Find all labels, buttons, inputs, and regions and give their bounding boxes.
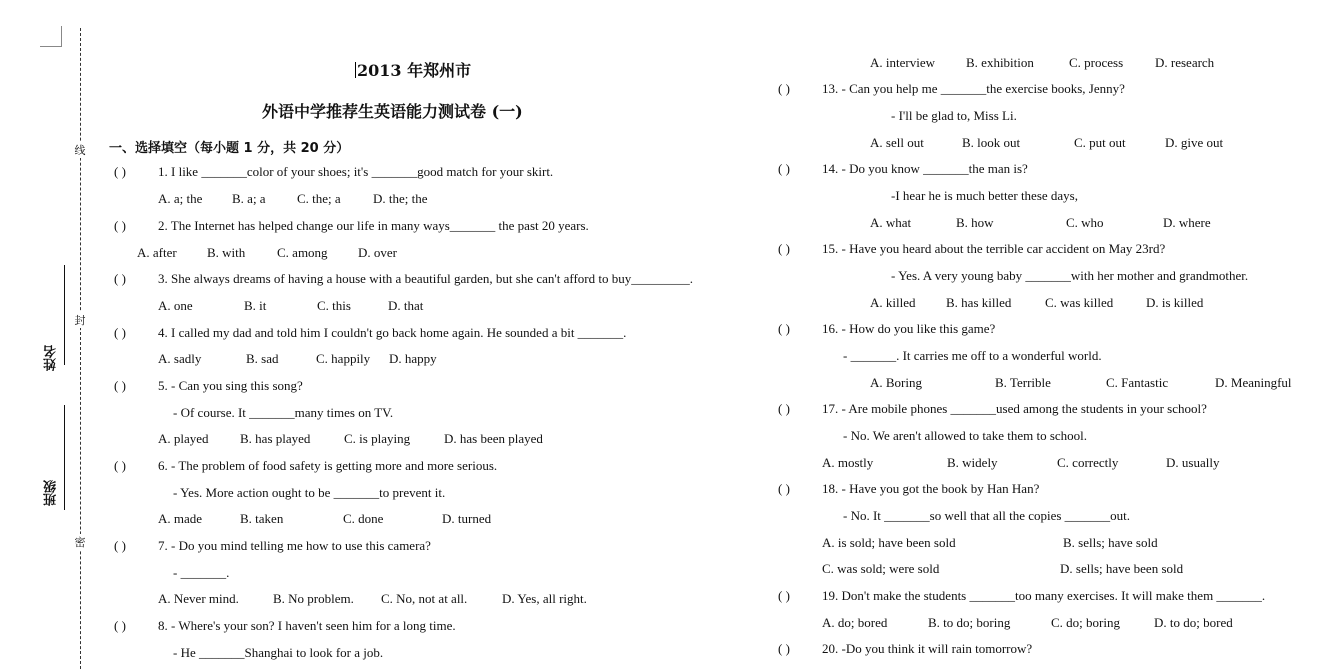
option-d: D. over	[358, 245, 397, 260]
option-c: C. the; a	[297, 191, 341, 206]
answer-blank[interactable]: ( )	[114, 271, 126, 286]
dialogue-line: - I'll be glad to, Miss Li.	[891, 108, 1017, 123]
question-stem: 3. She always dreams of having a house with a beautiful garden, but she can't afford to buy_________.	[158, 271, 693, 286]
text-cursor	[355, 62, 356, 78]
option-b: B. sells; have sold	[1063, 535, 1158, 550]
option-c: C. among	[277, 245, 328, 260]
option-b: B. has played	[240, 431, 311, 446]
answer-blank[interactable]: ( )	[114, 164, 126, 179]
option-d: D. research	[1155, 55, 1215, 70]
answer-blank[interactable]: ( )	[114, 218, 126, 233]
option-a: A. one	[158, 298, 193, 313]
answer-blank[interactable]: ( )	[778, 588, 790, 603]
answer-blank[interactable]: ( )	[778, 401, 790, 416]
option-b: B. taken	[240, 511, 284, 526]
dialogue-line: - No. We aren't allowed to take them to school.	[843, 428, 1088, 443]
option-a: A. after	[137, 245, 177, 260]
option-b: B. it	[244, 298, 267, 313]
option-d: D. happy	[389, 351, 437, 366]
option-a: A. Boring	[870, 375, 922, 390]
option-c: C. No, not at all.	[381, 591, 468, 606]
option-a: A. sadly	[158, 351, 202, 366]
option-a: A. do; bored	[822, 615, 888, 630]
option-d: D. Meaningful	[1215, 375, 1292, 390]
question-stem: 6. - The problem of food safety is getting more and more serious.	[158, 458, 498, 473]
dialogue-line: - _______. It carries me off to a wonderful world.	[843, 348, 1102, 363]
option-b: B. sad	[246, 351, 279, 366]
answer-blank[interactable]: ( )	[778, 81, 790, 96]
option-d: D. where	[1163, 215, 1211, 230]
option-d: D. Yes, all right.	[502, 591, 587, 606]
question-stem: 7. - Do you mind telling me how to use this camera?	[158, 538, 431, 553]
option-d: D. has been played	[444, 431, 543, 446]
answer-blank[interactable]: ( )	[114, 458, 126, 473]
option-d: D. is killed	[1146, 295, 1204, 310]
question-stem: 5. - Can you sing this song?	[158, 378, 303, 393]
dialogue-line: - He _______Shanghai to look for a job.	[173, 645, 384, 660]
option-c: C. correctly	[1057, 455, 1119, 470]
seal-char-mi: 密	[70, 534, 90, 550]
section-heading: 一、选择填空（每小题 1 分，共 20 分）	[109, 141, 350, 156]
option-b: B. Terrible	[995, 375, 1051, 390]
option-a: A. played	[158, 431, 209, 446]
option-a: A. a; the	[158, 191, 203, 206]
option-d: D. that	[388, 298, 424, 313]
question-stem: 13. - Can you help me _______the exercise books, Jenny?	[822, 81, 1125, 96]
option-c: C. is playing	[344, 431, 411, 446]
option-c: C. done	[343, 511, 384, 526]
option-b: B. a; a	[232, 191, 266, 206]
option-c: C. put out	[1074, 135, 1126, 150]
question-stem: 20. -Do you think it will rain tomorrow?	[822, 641, 1033, 656]
option-a: A. Never mind.	[158, 591, 239, 606]
answer-blank[interactable]: ( )	[114, 538, 126, 553]
dialogue-line: - _______.	[173, 565, 230, 580]
page-corner-mark	[61, 26, 62, 47]
option-c: C. happily	[316, 351, 371, 366]
option-b: B. widely	[947, 455, 998, 470]
option-a: A. made	[158, 511, 203, 526]
option-d: D. sells; have been sold	[1060, 561, 1184, 576]
option-b: B. exhibition	[966, 55, 1034, 70]
dialogue-line: - No. It _______so well that all the copies _______out.	[843, 508, 1131, 523]
question-stem: 4. I called my dad and told him I couldn't go back home again. He sounded a bit _______.	[158, 325, 627, 340]
answer-blank[interactable]: ( )	[778, 321, 790, 336]
option-c: C. process	[1069, 55, 1124, 70]
dialogue-line: - Yes. A very young baby _______with her mother and grandmother.	[891, 268, 1249, 283]
dialogue-line: - Of course. It _______many times on TV.	[173, 405, 394, 420]
option-b: B. No problem.	[273, 591, 354, 606]
option-d: D. usually	[1166, 455, 1220, 470]
option-b: B. with	[207, 245, 246, 260]
question-stem: 15. - Have you heard about the terrible car accident on May 23rd?	[822, 241, 1166, 256]
answer-blank[interactable]: ( )	[778, 641, 790, 656]
title-line-1: 2013 年郑州市	[357, 61, 472, 80]
page-corner-mark	[40, 46, 62, 47]
option-c: C. do; boring	[1051, 615, 1120, 630]
question-stem: 19. Don't make the students _______too many exercises. It will make them _______.	[822, 588, 1266, 603]
seal-char-xian: 线	[70, 142, 90, 158]
answer-blank[interactable]: ( )	[778, 161, 790, 176]
answer-blank[interactable]: ( )	[778, 481, 790, 496]
class-label: 班级	[44, 480, 59, 506]
name-underline	[64, 265, 65, 365]
answer-blank[interactable]: ( )	[778, 241, 790, 256]
answer-blank[interactable]: ( )	[114, 325, 126, 340]
option-b: B. look out	[962, 135, 1021, 150]
option-b: B. how	[956, 215, 994, 230]
class-underline	[64, 405, 65, 510]
option-c: C. Fantastic	[1106, 375, 1169, 390]
option-c: C. was killed	[1045, 295, 1114, 310]
title-line-2: 外语中学推荐生英语能力测试卷 (一)	[262, 102, 523, 121]
option-a: A. mostly	[822, 455, 874, 470]
question-stem: 17. - Are mobile phones _______used among the students in your school?	[822, 401, 1207, 416]
option-a: A. killed	[870, 295, 916, 310]
answer-blank[interactable]: ( )	[114, 618, 126, 633]
option-a: A. what	[870, 215, 912, 230]
question-stem: 16. - How do you like this game?	[822, 321, 996, 336]
binding-dashed-line	[80, 28, 81, 669]
option-c: C. who	[1066, 215, 1104, 230]
seal-char-feng: 封	[70, 312, 90, 328]
dialogue-line: - Yes. More action ought to be _______to prevent it.	[173, 485, 446, 500]
option-c: C. was sold; were sold	[822, 561, 940, 576]
option-c: C. this	[317, 298, 351, 313]
option-a: A. is sold; have been sold	[822, 535, 956, 550]
option-d: D. turned	[442, 511, 492, 526]
question-stem: 14. - Do you know _______the man is?	[822, 161, 1028, 176]
option-d: D. to do; bored	[1154, 615, 1233, 630]
option-a: A. sell out	[870, 135, 924, 150]
name-label: 姓名	[44, 345, 59, 371]
answer-blank[interactable]: ( )	[114, 378, 126, 393]
option-d: D. give out	[1165, 135, 1224, 150]
question-stem: 1. I like _______color of your shoes; it's _______good match for your skirt.	[158, 164, 554, 179]
dialogue-line: -I hear he is much better these days,	[891, 188, 1078, 203]
option-a: A. interview	[870, 55, 935, 70]
option-b: B. has killed	[946, 295, 1012, 310]
option-b: B. to do; boring	[928, 615, 1011, 630]
question-stem: 8. - Where's your son? I haven't seen him for a long time.	[158, 618, 456, 633]
question-stem: 2. The Internet has helped change our life in many ways_______ the past 20 years.	[158, 218, 589, 233]
question-stem: 18. - Have you got the book by Han Han?	[822, 481, 1040, 496]
option-d: D. the; the	[373, 191, 428, 206]
